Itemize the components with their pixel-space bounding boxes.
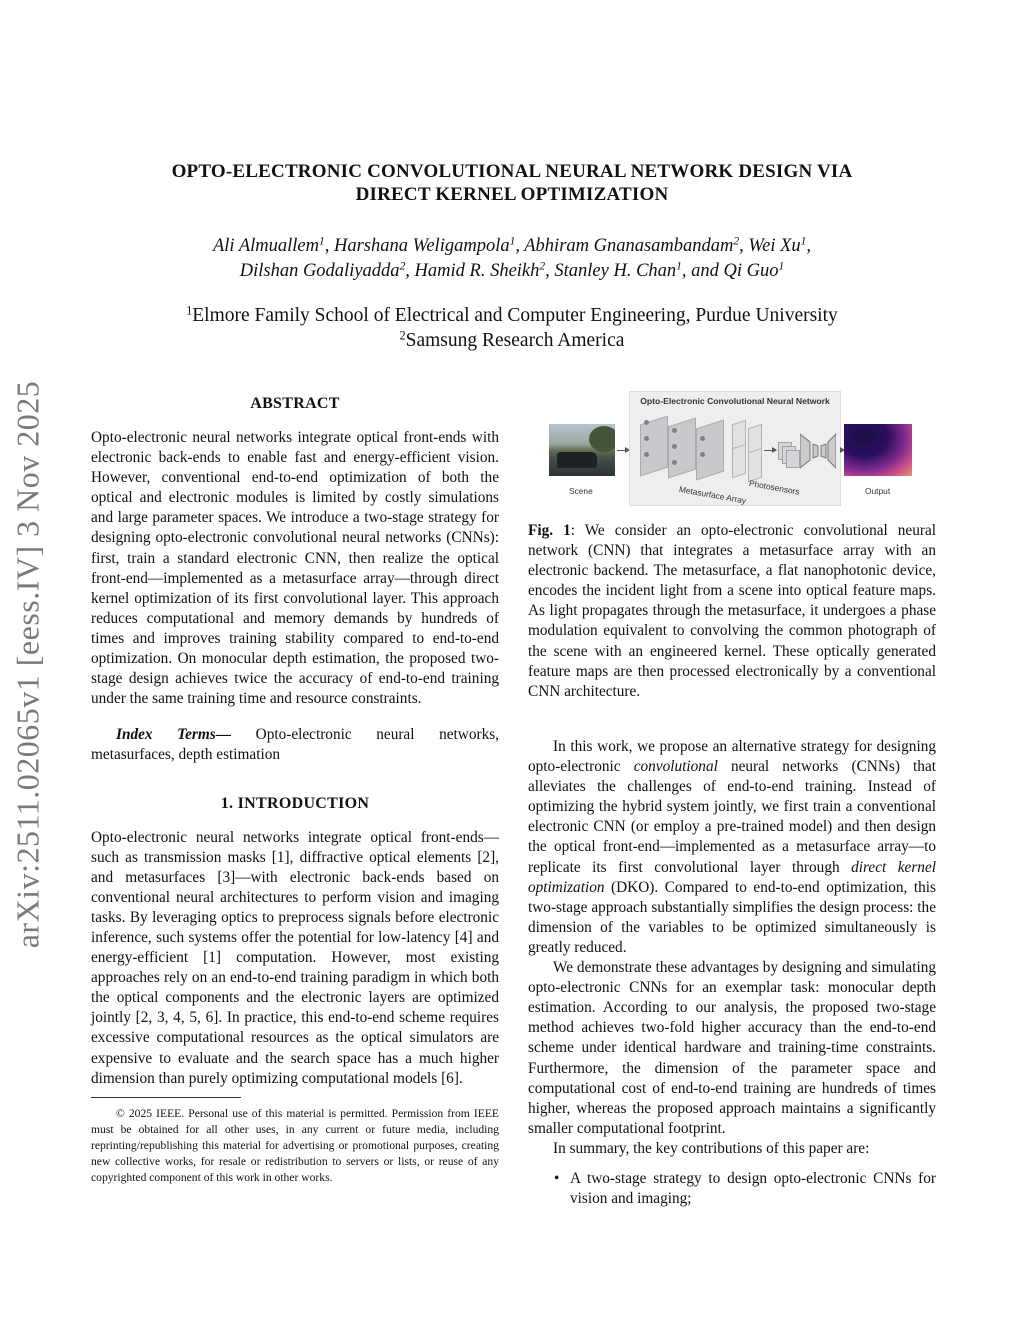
body-text: neural networks (CNNs) that alleviates the challenges of end-to-end training. Instead of optimizing the hybrid system jointly, we first train a conventional electronic CNN (or employ a pre-trained model) and then design the optical front-end—implemented as a metasurface array—to replicate its first convolutional layer through — [528, 758, 936, 876]
affiliation-list — [110, 303, 914, 353]
author-line-2: Dilshan Godaliyadda$^2$, Hamid R. Sheikh$^2$, Stanley H. Chan$^1$, and Qi Guo$^1$ — [239, 260, 785, 281]
figure-caption-text: : We consider an opto-electronic convolutional neural network (CNN) that integrates a metasurface array with an electronic backend. The metasurface, a flat nanophotonic device, encodes the incident light from a scene into optical feature maps. As light propagates through the metasurface, it undergoes a phase modulation equivalent to convolving the common photograph of the scene with an engineered kernel. These optically generated feature maps are then processed electronically by a conventional CNN architecture. — [528, 522, 936, 700]
affiliation-mark: 1 — [186, 303, 193, 318]
author-name: Hamid R. Sheikh — [414, 261, 540, 281]
abstract-text: Opto-electronic neural networks integrate optical front-ends with electronic back-ends to enable fast and energy-efficient vision. However, conventional end-to-end optimization of both the optical and electronic modules is limited by costly simulations and large parameter spaces. We introduce a two-stage strategy for designing opto-electronic convolutional neural networks (CNNs): first, train a standard electronic CNN, then realize the optical front-end—implemented as a metasurface array—through direct kernel optimization of its first convolutional layer. This approach reduces computational and memory demands by hundreds of times and improves training stability compared to end-to-end optimization. On monocular depth estimation, the proposed two-stage design achieves twice the accuracy of end-to-end training under the same training time and resource constraints. — [91, 429, 499, 708]
author-name: Qi Guo — [723, 261, 779, 281]
affiliation-text: Samsung Research America — [405, 330, 625, 351]
emphasis-text: convolutional — [633, 758, 718, 776]
contribution-item: • A two-stage strategy to design opto-electronic CNNs for vision and imaging; — [528, 1169, 936, 1209]
author-name: Dilshan Godaliyadda — [239, 261, 400, 281]
author-name: Wei Xu — [748, 236, 801, 256]
affiliation-2 — [110, 328, 914, 353]
title-line-1: OPTO-ELECTRONIC CONVOLUTIONAL NEURAL NETWORK DESIGN VIA — [171, 161, 853, 182]
scene-label: Scene — [569, 486, 593, 496]
abstract-heading: ABSTRACT — [250, 395, 340, 412]
author-affiliation-mark: 2 — [733, 235, 740, 248]
metasurface-element — [672, 444, 677, 449]
encoder-decoder-icon — [800, 430, 836, 472]
introduction-text: Opto-electronic neural networks integrate optical front-ends—such as transmission masks [1], diffractive optical elements [2], and metasurfaces [3]—with electronic back-ends based on conventional neural architectures to perform vision and imaging tasks. By leveraging optics to preprocess signals before electronic inference, such systems offer the potential for low-latency [4] and energy-efficient [1] computation. However, most existing approaches rely on an end-to-end training paradigm in which both the optical components and the electronic layers are optimized jointly [2, 3, 4, 5, 6]. In practice, this end-to-end scheme requires excessive computational resources as the optical simulators are expensive to evaluate and the search space has a much higher dimension than purely optimizing computational models [6]. — [91, 828, 499, 1087]
photosensor — [732, 444, 746, 479]
output-label: Output — [865, 486, 891, 496]
metasurface-element — [700, 452, 705, 457]
author-name: Ali Almuallem — [212, 236, 320, 256]
title-line-2: DIRECT KERNEL OPTIMIZATION — [355, 184, 669, 205]
scene-car-shape — [557, 452, 597, 468]
body-text: In this work, we propose an alternative strategy for designing opto-electronic — [528, 738, 936, 776]
arxiv-identifier-stamp — [4, 368, 52, 960]
author-name: Abhiram Gnanasambandam — [524, 236, 734, 256]
contributions-list — [528, 1169, 936, 1209]
photosensors-label: Photosensors — [748, 478, 801, 497]
body-paragraph-1 — [528, 737, 936, 958]
affiliation-1 — [110, 303, 914, 328]
copyright-footnote: © 2025 IEEE. Personal use of this material is permitted. Permission from IEEE must be obtained for all other uses, in any current or future media, including reprinting/republishing this material for advertising or promotional purposes, creating new collective works, for resale or redistribution to servers or lists, or reuse of any copyrighted component of this work in other works. — [91, 1106, 499, 1184]
arrow-sensors-to-features — [764, 450, 776, 451]
author-affiliation-mark: 1 — [778, 260, 785, 273]
metasurface-element — [672, 460, 677, 465]
depth-output-image — [844, 424, 912, 476]
author-name: Stanley H. Chan — [554, 261, 677, 281]
feature-map — [786, 450, 800, 468]
metasurface-element — [644, 436, 649, 441]
metasurface-element — [700, 436, 705, 441]
affiliation-text: Elmore Family School of Electrical and Computer Engineering, Purdue University — [192, 305, 838, 326]
author-affiliation-mark: 1 — [509, 235, 516, 248]
emphasis-text: direct kernel optimization — [528, 858, 936, 896]
index-terms — [91, 725, 499, 765]
metasurface-element — [644, 452, 649, 457]
metasurface-array-label: Metasurface Array — [678, 484, 747, 506]
left-column — [91, 394, 499, 1186]
figure-caption-label: Fig. 1 — [528, 522, 571, 539]
metasurface-plate — [696, 419, 724, 480]
figure-1-caption — [528, 521, 936, 702]
scene-photo — [549, 424, 615, 476]
cnn-panel — [629, 391, 841, 506]
panel-title: Opto-Electronic Convolutional Neural Network — [640, 396, 830, 406]
author-list — [130, 234, 894, 284]
body-text: (DKO). Compared to end-to-end optimization, this two-stage approach substantially simplifies the design process: the dimension of the variables to be optimized simultaneously is greatly reduced. — [528, 878, 936, 956]
introduction-heading: 1. INTRODUCTION — [220, 794, 370, 812]
author-name: Harshana Weligampola — [334, 236, 510, 256]
author-affiliation-mark: 1 — [800, 235, 807, 248]
author-conjunction: and — [691, 261, 719, 281]
index-terms-label: Index Terms— — [116, 726, 232, 744]
index-terms-text: Opto-electronic neural networks, metasurfaces, depth estimation — [91, 726, 499, 764]
author-affiliation-mark: 1 — [676, 260, 682, 273]
scene-tree-shape — [589, 426, 615, 452]
author-line-1: Ali Almuallem$^1$, Harshana Weligampola$^1$, Abhiram Gnanasambandam$^2$, Wei Xu$^1$, — [212, 235, 811, 256]
body-paragraph-3: In summary, the key contributions of this paper are: — [553, 1139, 870, 1157]
author-affiliation-mark: 1 — [319, 235, 325, 248]
author-affiliation-mark: 2 — [399, 260, 406, 273]
body-paragraph-2: We demonstrate these advantages by designing and simulating opto-electronic CNNs for an exemplar task: monocular depth estimation. According to our analysis, the proposed two-stage method achieves two-fold higher accuracy than the end-to-end scheme under identical hardware and training-time constraints. Furthermore, the dimension of the parameter space and computational cost of end-to-end training are hundreds of times higher, whereas the proposed approach maintains a significantly smaller computational footprint. — [528, 959, 936, 1137]
figure-1-diagram — [549, 391, 917, 505]
metasurface-element — [672, 428, 677, 433]
arxiv-identifier-text: arXiv:2511.02065v1 [eess.IV] 3 Nov 2025 — [9, 380, 46, 948]
footnote-divider — [91, 1097, 241, 1098]
affiliation-mark: 2 — [399, 328, 406, 343]
right-column-body — [528, 737, 936, 1209]
author-affiliation-mark: 2 — [539, 260, 546, 273]
paper-title — [110, 160, 914, 206]
metasurface-element — [644, 420, 649, 425]
arrow-scene-to-metasurface — [617, 450, 629, 451]
